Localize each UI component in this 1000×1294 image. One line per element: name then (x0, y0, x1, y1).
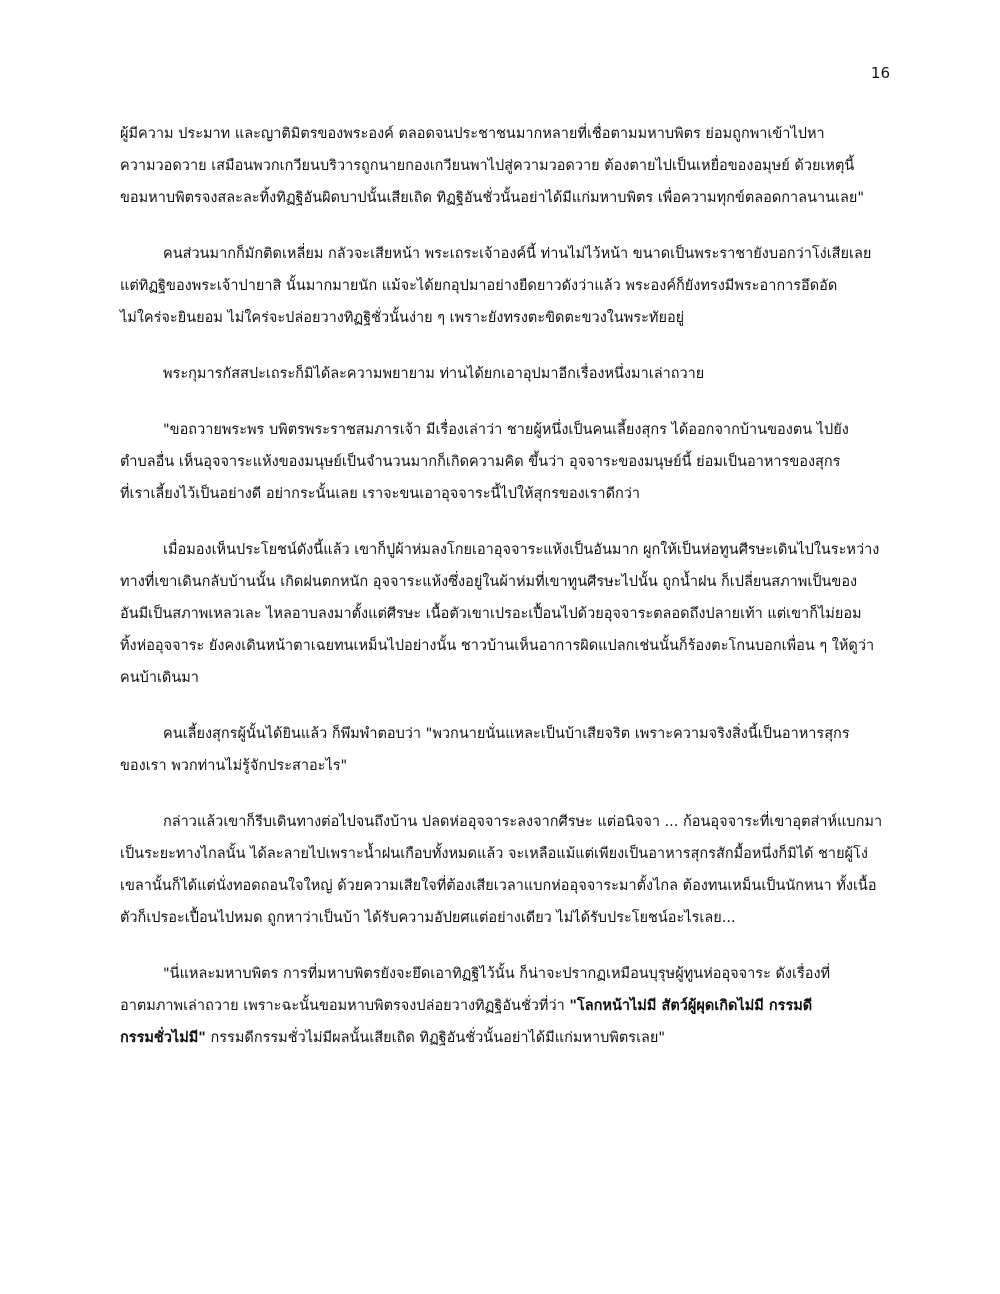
text-line: "นี่แหละมหาบพิตร การที่มหาบพิตรยังจะยึดเอาทิฏฐิไว้นั้น ก็น่าจะปรากฏเหมือนบุรุษผู้ทูนห่ออุจจาระ ดังเรื่องที่ (163, 966, 831, 982)
text-line: ตำบลอื่น เห็นอุจจาระแห้งของมนุษย์เป็นจำนวนมากก็เกิดความคิด ขึ้นว่า อุจจาระของมนุษย์นี้ ย่อมเป็นอาหารของสุกร (120, 454, 841, 470)
text-line: ผู้มีความ ประมาท และญาติมิตรของพระองค์ ตลอดจนประชาชนมากหลายที่เชื่อตามมหาบพิตร ย่อมถูกพาเข้าไปหา (120, 126, 825, 142)
paragraph-7 (120, 806, 900, 934)
text-line: เป็นระยะทางไกลนั้น ได้ละลายไปเพราะน้ำฝนเกือบทั้งหมดแล้ว จะเหลือแม้แต่เพียงเป็นอาหารสุกรสักมื้อหนึ่งก็มิได้ ชายผู้โง่ (120, 846, 868, 862)
text-line: คนส่วนมากก็มักติดเหลี่ยม กลัวจะเสียหน้า พระเถระเจ้าองค์นี้ ท่านไม่ไว้หน้า ขนาดเป็นพระราชายังบอกว่าโง่เสียเลย (163, 246, 872, 262)
text-line: พระกุมารกัสสปะเถระก็มิได้ละความพยายาม ท่านได้ยกเอาอุปมาอีกเรื่องหนึ่งมาเล่าถวาย (163, 366, 705, 382)
text-line: เขลานั้นก็ได้แต่นั่งทอดถอนใจใหญ่ ด้วยความเสียใจที่ต้องเสียเวลาแบกห่ออุจจาระมาตั้งไกล ต้องทนเหม็นเป็นนักหนา ทั้งเนื้อ (120, 878, 877, 894)
text-line: ที่เราเลี้ยงไว้เป็นอย่างดี อย่ากระนั้นเลย เราจะขนเอาอุจจาระนี้ไปให้สุกรของเราดีกว่า (120, 486, 641, 502)
text-line: อันมีเป็นสภาพเหลวเละ ไหลอาบลงมาตั้งแต่ศีรษะ เนื้อตัวเขาเปรอะเปื้อนไปด้วยอุจจาระตลอดถึงปลายเท้า แต่เขาก็ไม่ยอม (120, 606, 862, 622)
text-line (120, 1022, 900, 1054)
text-line: แต่ทิฏฐิของพระเจ้าปายาสิ นั้นมากมายนัก แม้จะได้ยกอุปมาอย่างยืดยาวดังว่าแล้ว พระองค์ก็ยังทรงมีพระอาการอึดอัด (120, 278, 838, 294)
bold-quote: "โลกหน้าไม่มี สัตว์ผู้ผุดเกิดไม่มี กรรมดี (569, 998, 813, 1014)
paragraph-3 (120, 358, 900, 390)
text-line (120, 990, 900, 1022)
text-line: "ขอถวายพระพร บพิตรพระราชสมภารเจ้า มีเรื่องเล่าว่า ชายผู้หนึ่งเป็นคนเลี้ยงสุกร ได้ออกจากบ้านของตน ไปยัง (163, 422, 849, 438)
text-segment: อาตมภาพเล่าถวาย เพราะฉะนั้นขอมหาบพิตรจงปล่อยวางทิฏฐิอันชั่วที่ว่า (120, 998, 570, 1014)
text-segment: กรรมดีกรรมชั่วไม่มีผลนั้นเสียเถิด ทิฏฐิอันชั่วนั้นอย่าได้มีแก่มหาบพิตรเลย" (205, 1030, 666, 1046)
paragraph-5 (120, 534, 900, 694)
page-number: 16 (870, 64, 890, 82)
bold-quote: กรรมชั่วไม่มี" (120, 1030, 206, 1046)
paragraph-2 (120, 238, 900, 334)
text-line: ของเรา พวกท่านไม่รู้จักประสาอะไร" (120, 758, 348, 774)
document-body (120, 118, 900, 1078)
text-line: กล่าวแล้วเขาก็รีบเดินทางต่อไปจนถึงบ้าน ปลดห่ออุจจาระลงจากศีรษะ แต่อนิจจา ... ก้อนอุจจาระที่เขาอุตส่าห์แบกมา (163, 814, 883, 830)
text-line: ทางที่เขาเดินกลับบ้านนั้น เกิดฝนตกหนัก อุจจาระแห้งซึ่งอยู่ในผ้าห่มที่เขาทูนศีรษะไปนั้น ถูกน้ำฝน ก็เปลี่ยนสภาพเป็นของ (120, 574, 858, 590)
text-line: ขอมหาบพิตรจงสละละทิ้งทิฏฐิอันผิดบาปนั้นเสียเถิด ทิฏฐิอันชั่วนั้นอย่าได้มีแก่มหาบพิตร เพื่อความทุกข์ตลอดกาลนานเลย" (120, 190, 865, 206)
paragraph-4 (120, 414, 900, 510)
text-line: ความวอดวาย เสมือนพวกเกวียนบริวารถูกนายกองเกวียนพาไปสู่ความวอดวาย ต้องตายไปเป็นเหยื่อของอมุษย์ ด้วยเหตุนี้ (120, 158, 855, 174)
text-line: คนบ้าเดินมา (120, 670, 199, 686)
text-line: ไม่ใคร่จะยินยอม ไม่ใคร่จะปล่อยวางทิฏฐิชั่วนั้นง่าย ๆ เพราะยังทรงตะขิดตะขวงในพระทัยอยู่ (120, 310, 685, 326)
text-line: ตัวก็เปรอะเปื้อนไปหมด ถูกหาว่าเป็นบ้า ได้รับความอัปยศแต่อย่างเดียว ไม่ได้รับประโยชน์อะไรเลย... (120, 910, 736, 926)
paragraph-8 (120, 958, 900, 1054)
text-line: ทิ้งห่ออุจจาระ ยังคงเดินหน้าตาเฉยทนเหม็นไปอย่างนั้น ชาวบ้านเห็นอาการผิดแปลกเช่นนั้นก็ร้องตะโกนบอกเพื่อน ๆ ให้ดูว่า (120, 638, 875, 654)
paragraph-1 (120, 118, 900, 214)
text-line: เมื่อมองเห็นประโยชน์ดังนี้แล้ว เขาก็ปูผ้าห่มลงโกยเอาอุจจาระแห้งเป็นอันมาก ผูกให้เป็นห่อทูนศีรษะเดินไปในระหว่าง (163, 542, 880, 558)
paragraph-6 (120, 718, 900, 782)
text-line: คนเลี้ยงสุกรผู้นั้นได้ยินแล้ว ก็พึมพำตอบว่า "พวกนายนั่นแหละเป็นบ้าเสียจริต เพราะความจริงสิ่งนี้เป็นอาหารสุกร (163, 726, 850, 742)
